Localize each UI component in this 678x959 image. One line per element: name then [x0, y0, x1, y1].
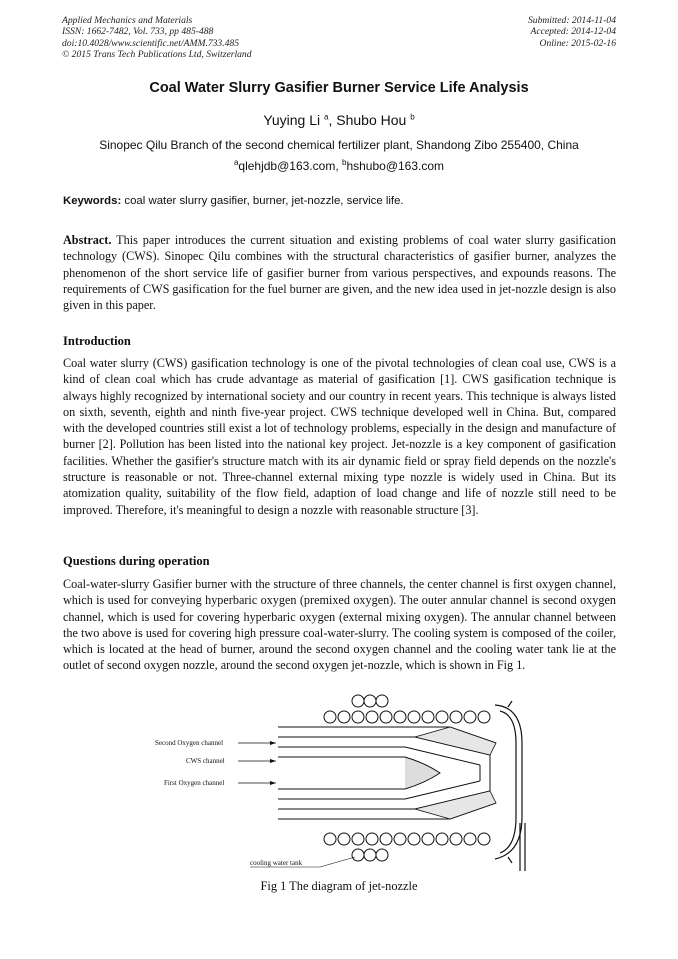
author-emails — [0, 159, 678, 173]
online-date: Online: 2015-02-16 — [539, 37, 616, 49]
section-heading-questions: Questions during operation — [63, 554, 210, 568]
figure-caption: Fig 1 The diagram of jet-nozzle — [260, 879, 418, 893]
abstract-label: Abstract. — [63, 233, 112, 247]
accepted-date: Accepted: 2014-12-04 — [530, 26, 616, 38]
email-address: qlehjdb@163.com, — [238, 159, 339, 173]
jet-nozzle-diagram — [150, 693, 530, 871]
doi-line: doi:10.4028/www.scientific.net/AMM.733.485 — [62, 37, 240, 49]
journal-name: Applied Mechanics and Materials — [62, 15, 193, 26]
cooling-coil-top — [324, 695, 490, 723]
issn-line: ISSN: 1662-7482, Vol. 733, pp 485-488 — [62, 26, 214, 38]
keywords-text: coal water slurry gasifier, burner, jet-nozzle, service life. — [124, 195, 404, 207]
copyright-line: © 2015 Trans Tech Publications Ltd, Switzerland — [62, 49, 252, 61]
figure-labels — [155, 739, 355, 867]
abstract-text: This paper introduces the current situation and existing problems of coal water slurry gasification technology (CWS). Sinopec Qilu combines with the structural characteristics of gasifier burner, analyzes the phenomenon of the short service life of gasifier burner from various perspectives, and expounds reasons. The requirements of CWS gasification for the fuel burner are given, and the new idea used in jet-nozzle design is also given in this paper. — [63, 233, 616, 313]
keywords — [63, 195, 616, 207]
email-mark: b — [342, 158, 347, 167]
author-name: Yuying Li — [263, 112, 321, 128]
email-mark: a — [233, 158, 239, 167]
affiliation: Sinopec Qilu Branch of the second chemical fertilizer plant, Shandong Zibo 255400, China — [99, 138, 579, 152]
label-first-oxygen: First Oxygen channel — [164, 779, 225, 787]
author-list: Yuying Li $^a$, Shubo Hou $^b$ — [263, 112, 415, 128]
abstract — [63, 232, 616, 313]
cooling-water-tank — [495, 701, 525, 871]
paper-title: Coal Water Slurry Gasifier Burner Service Life Analysis — [149, 80, 529, 96]
cooling-coil-bottom — [324, 833, 490, 861]
label-second-oxygen: Second Oxygen channel — [155, 739, 224, 747]
publication-info — [62, 15, 252, 61]
label-cooling-water-tank: cooling water tank — [250, 859, 303, 867]
publication-dates — [528, 15, 616, 49]
author-affiliation-mark: b — [410, 112, 415, 122]
label-cws-channel: CWS channel — [186, 757, 225, 765]
questions-text: Coal-water-slurry Gasifier burner with the structure of three channels, the center channel is first oxygen channel, which is used for conveying hyperbaric oxygen (premixed oxygen). The outer annular channel is second oxygen channel, which is used for covering hyperbaric oxygen (external mixing oxygen). The annular channel between the two above is used for covering high pressure coal-water-slurry. The cooling system is composed of the coiler, which is located at the head of burner, around the second oxygen channel and the cooling water tank lie at the outlet of second oxygen nozzle, around the second oxygen jet-nozzle, which is shown in Fig 1. — [63, 577, 616, 673]
keywords-label: Keywords: — [63, 195, 122, 207]
introduction-text: Coal water slurry (CWS) gasification technology is one of the pivotal technologies of clean coal use, CWS is a kind of clean coal which has crude advantage as material of gasification [1]. CWS gasification technique is always highly recognized by international society and our country in recent years. This technique is always listed on sixth, seventh, eighth and ninth five-year project. CWS technique developed well in China. But, compared with the developed countries still exist a lot of technology problems, especially in the design and manufacture of burner [2]. Pollution has been listed into the national key project. Jet-nozzle is a key component of gasification facilities. Whether the gasifier's structure match with its air dynamic field or spray field depends on the nozzle's structure is reasonable or not. Three-channel external mixing type nozzle is widely used in China. But its atomization quality, suitability of the flow field, adaption of load change and life of nozzle still need to be improved. Therefore, it's meaningful to design a nozzle with reasonable structure [3]. — [63, 356, 616, 517]
section-heading-introduction: Introduction — [63, 334, 131, 348]
author-affiliation-mark: a — [324, 112, 329, 122]
submitted-date: Submitted: 2014-11-04 — [527, 15, 616, 26]
email-address: hshubo@163.com — [346, 159, 445, 173]
author-name: Shubo Hou — [336, 112, 407, 128]
